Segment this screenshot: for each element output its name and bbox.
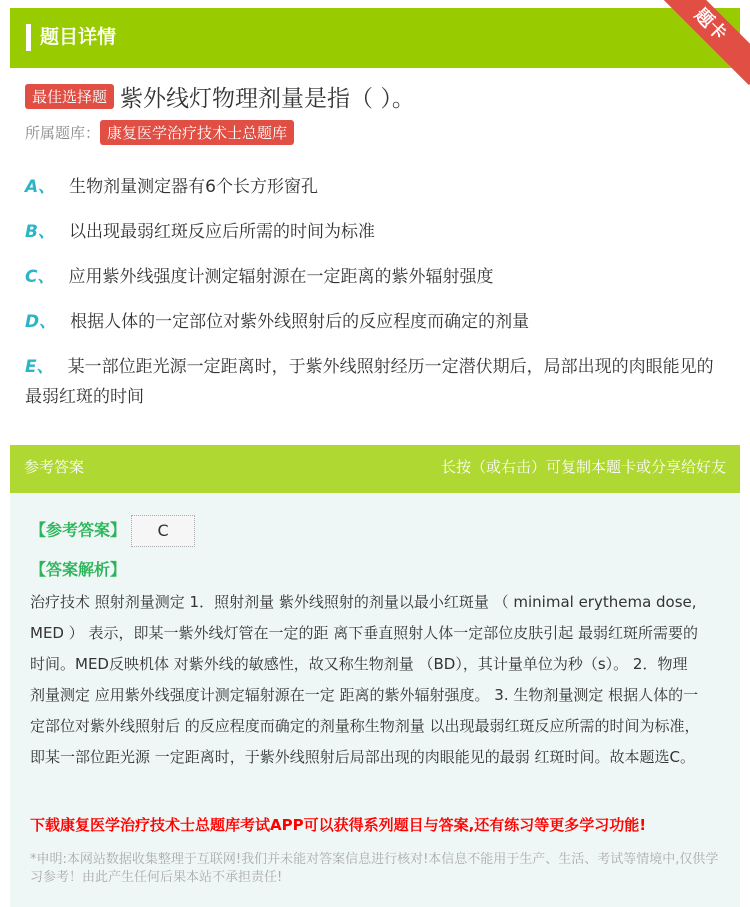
answer-header (10, 445, 740, 493)
option-a[interactable] (25, 172, 720, 202)
question-type-badge: 最佳选择题 (25, 84, 114, 109)
answer-panel (10, 445, 740, 907)
explanation-label: 【答案解析】 (30, 560, 127, 579)
download-app-link[interactable]: 下载康复医学治疗技术士总题库考试APP可以获得系列题目与答案,还有练习等更多学习功能! (30, 816, 647, 834)
answer-header-title: 参考答案 (24, 458, 85, 476)
option-text: 某一部位距光源一定距离时，于紫外线照射经历一定潜伏期后，局部出现的肉眼能见的最弱红斑的时间 (25, 357, 714, 407)
option-key: A、 (25, 177, 56, 197)
option-b[interactable] (25, 217, 720, 247)
option-key: D、 (25, 312, 57, 332)
option-text: 应用紫外线强度计测定辐射源在一定距离的紫外辐射强度 (68, 267, 494, 287)
option-text: 根据人体的一定部位对紫外线照射后的反应程度而确定的剂量 (70, 312, 530, 332)
library-label: 所属题库： (25, 124, 101, 142)
reference-answer-label: 【参考答案】 (30, 520, 127, 540)
share-hint: 长按（或右击）可复制本题卡或分享给好友 (440, 458, 726, 476)
option-key: C、 (25, 267, 55, 287)
option-key: E、 (25, 357, 54, 377)
option-text: 生物剂量测定器有6个长方形窗孔 (69, 177, 318, 197)
header-accent (26, 24, 31, 51)
option-e[interactable] (25, 352, 720, 412)
disclaimer: *申明:本网站数据收集整理于互联网!我们并未能对答案信息进行核对!本信息不能用于生产、生活、考试等情境中,仅供学习参考！由此产生任何后果本站不承担责任! (30, 852, 719, 885)
explanation-text: 治疗技术 照射剂量测定 1．照射剂量 紫外线照射的剂量以最小红斑量 （ minimal erythema dose, MED ） 表示，即某一紫外线灯管在一定的距 离下垂直照射人体一定部位皮肤引起 最弱红斑所需要的时间。MED反映机体 对紫外线的敏感性，故又称生物剂量 （BD），其计量单位为秒（s）。 2．物理剂量测定 应用紫外线强度计测定辐射源在一定 距离的紫外辐射强度。 3. 生物剂量测定 根据人体的一定部位对紫外线照射后 的反应程度而确定的剂量称生物剂量 以出现最弱红斑反应所需的时间为标准，即某一部位距光源 一定距离时，于紫外线照射后局部出现的肉眼能见的最弱 红斑时间。故本题选C。 (30, 593, 700, 766)
page-title: 题目详情 (40, 26, 117, 48)
option-c[interactable] (25, 262, 720, 292)
option-d[interactable] (25, 307, 720, 337)
option-text: 以出现最弱红斑反应后所需的时间为标准 (68, 222, 375, 242)
options-list (25, 172, 720, 427)
question-text: 紫外线灯物理剂量是指（ ）。 (120, 86, 415, 112)
header-bar (10, 8, 740, 68)
question-card-ribbon: 题卡 (650, 0, 750, 85)
library-row (25, 120, 300, 145)
library-badge[interactable]: 康复医学治疗技术士总题库 (100, 120, 294, 145)
reference-answer (30, 515, 195, 547)
option-key: B、 (25, 222, 55, 242)
reference-answer-image: C (131, 515, 195, 547)
question (25, 80, 415, 113)
